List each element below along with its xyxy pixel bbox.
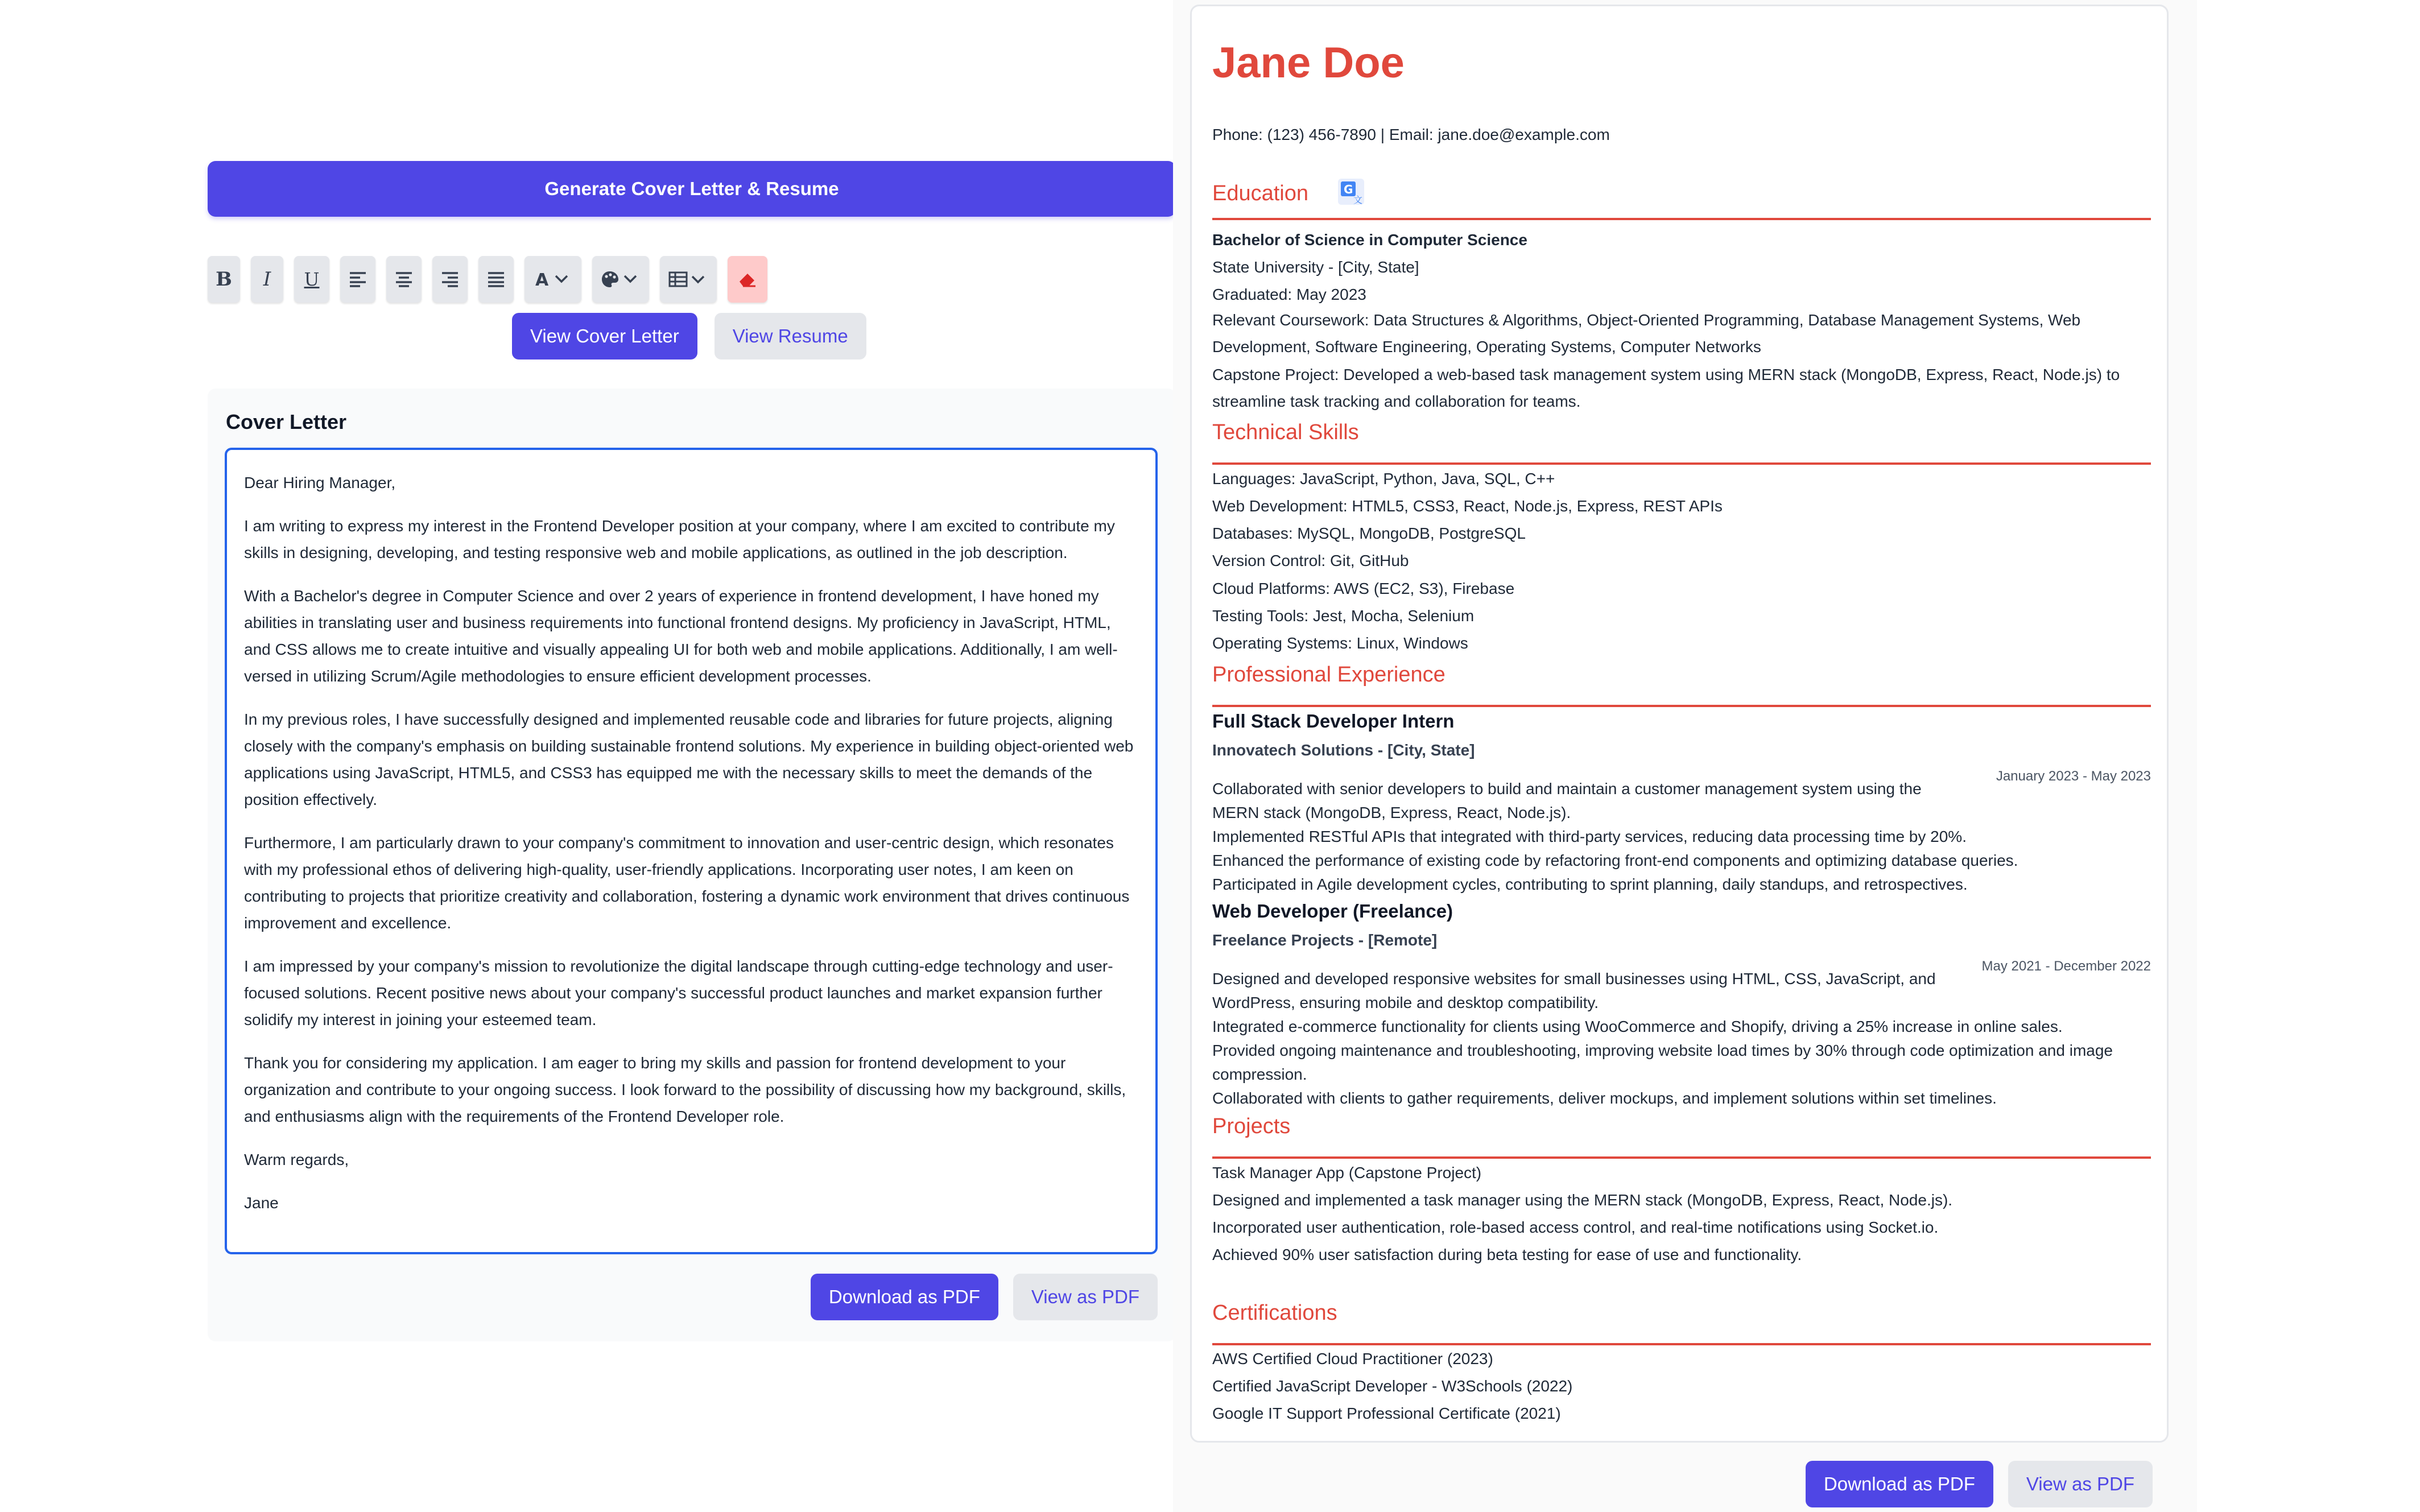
- align-right-button[interactable]: [432, 256, 468, 303]
- job-bullet: MERN stack (MongoDB, Express, React, Node.js).: [1212, 804, 1571, 821]
- project-item: Achieved 90% user satisfaction during beta testing for ease of use and functionality.: [1212, 1246, 1802, 1263]
- cover-letter-editor[interactable]: [225, 448, 1158, 1254]
- certification-item: Google IT Support Professional Certificate (2021): [1212, 1404, 1561, 1422]
- resume-card: [1190, 5, 2169, 1443]
- align-justify-icon: [487, 271, 505, 287]
- clear-format-button[interactable]: [728, 256, 767, 303]
- job-org: Innovatech Solutions - [City, State]: [1212, 741, 1475, 759]
- italic-button[interactable]: [251, 256, 283, 303]
- svg-text:G: G: [1344, 183, 1353, 196]
- table-icon: [668, 270, 708, 288]
- job-bullet: Implemented RESTful APIs that integrated with third-party services, reducing data processing time by 20%.: [1212, 828, 1967, 845]
- cover-letter-paragraph: Dear Hiring Manager,: [244, 474, 396, 491]
- education-capstone: Capstone Project: Developed a web-based task management system using MERN stack (MongoDB, Express, React, Node.js) to streamline task tracking and collaboration for teams.: [1212, 366, 2120, 410]
- view-tabs: [512, 313, 866, 360]
- underline-icon: U: [304, 268, 320, 290]
- project-item: Incorporated user authentication, role-based access control, and real-time notifications using Socket.io.: [1212, 1218, 1939, 1236]
- bold-icon: B: [216, 268, 232, 291]
- job-bullet: Integrated e-commerce functionality for clients using WooCommerce and Shopify, driving a 25% increase in online sales.: [1212, 1018, 2063, 1035]
- eraser-icon: [737, 270, 758, 288]
- align-center-button[interactable]: [386, 256, 422, 303]
- skill-item: Databases: MySQL, MongoDB, PostgreSQL: [1212, 524, 1526, 542]
- resume-view-pdf-button[interactable]: View as PDF: [2008, 1461, 2153, 1507]
- education-school: State University - [City, State]: [1212, 258, 1419, 276]
- cover-letter-card: [208, 389, 1176, 1341]
- cover-letter-paragraph: In my previous roles, I have successfully designed and implemented reusable code and libraries for future projects, aligning closely with the company's emphasis on building sustainable frontend solutions. My experience in building object-oriented web applications using JavaScript, HTML5, and CSS3 has equipped me with the necessary skills to meet the demands of the position effectively.: [244, 710, 1134, 808]
- skill-item: Languages: JavaScript, Python, Java, SQL, C++: [1212, 470, 1555, 488]
- job-dates: May 2021 - December 2022: [1981, 959, 2151, 974]
- education-heading: Education G 文: [1212, 172, 2151, 220]
- bold-button[interactable]: [208, 256, 240, 303]
- projects-heading: Projects: [1212, 1113, 2151, 1159]
- experience-heading: Professional Experience: [1212, 662, 2151, 707]
- education-graduated: Graduated: May 2023: [1212, 286, 1366, 303]
- editor-toolbar: [208, 256, 767, 303]
- cover-letter-closing: Warm regards,: [244, 1151, 349, 1168]
- cover-letter-paragraph: I am impressed by your company's mission to revolutionize the digital landscape through cutting-edge technology and user-focused solutions. Recent positive news about your company's successful product launches and market expansion further solidify my interest in joining your esteemed team.: [244, 957, 1113, 1028]
- cover-letter-download-pdf-button[interactable]: Download as PDF: [811, 1274, 998, 1320]
- font-size-dropdown[interactable]: [525, 256, 581, 303]
- job-bullet: Collaborated with clients to gather requirements, deliver mockups, and implement solutions within set timelines.: [1212, 1089, 1997, 1107]
- job-bullet: WordPress, ensuring mobile and desktop compatibility.: [1212, 994, 1599, 1011]
- cover-letter-view-pdf-button[interactable]: View as PDF: [1013, 1274, 1158, 1320]
- translate-icon[interactable]: [1336, 177, 1366, 206]
- align-left-icon: [349, 271, 367, 287]
- job-bullet: Designed and developed responsive websites for small businesses using HTML, CSS, JavaScript, and: [1212, 970, 1936, 988]
- table-dropdown[interactable]: [660, 256, 717, 303]
- align-right-icon: [441, 271, 459, 287]
- job-bullet: Participated in Agile development cycles, contributing to sprint planning, daily standups, and retrospectives.: [1212, 875, 1968, 893]
- skill-item: Version Control: Git, GitHub: [1212, 552, 1409, 569]
- job-bullet: Provided ongoing maintenance and troubleshooting, improving website load times by 30% through code optimization and image: [1212, 1042, 2113, 1059]
- generate-button[interactable]: Generate Cover Letter & Resume: [208, 161, 1176, 217]
- job-dates: January 2023 - May 2023: [1996, 769, 2151, 784]
- align-justify-button[interactable]: [478, 256, 514, 303]
- align-left-button[interactable]: [340, 256, 375, 303]
- certifications-heading: Certifications: [1212, 1300, 2151, 1345]
- education-coursework: Relevant Coursework: Data Structures & Algorithms, Object-Oriented Programming, Database Management Systems, Web Development, Software Engineering, Operating Systems, Computer Networks: [1212, 311, 2081, 356]
- text-color-dropdown[interactable]: [592, 256, 649, 303]
- resume-name: Jane Doe: [1212, 39, 1405, 87]
- skill-item: Testing Tools: Jest, Mocha, Selenium: [1212, 607, 1475, 625]
- svg-text:A: A: [535, 270, 549, 288]
- skill-item: Operating Systems: Linux, Windows: [1212, 634, 1468, 652]
- cover-letter-paragraph: Furthermore, I am particularly drawn to your company's commitment to innovation and user-centric design, which resonates with my professional ethos of delivering high-quality, user-friendly applications. Incorporating user notes, I am keen on contributing to projects that prioritize creativity and collaboration, fostering a dynamic work environment that drives continuous improvement and excellence.: [244, 834, 1130, 932]
- underline-button[interactable]: [294, 256, 329, 303]
- job-bullet: Enhanced the performance of existing code by refactoring front-end components and optimizing database queries.: [1212, 852, 2018, 869]
- job-org: Freelance Projects - [Remote]: [1212, 931, 1438, 949]
- education-degree: Bachelor of Science in Computer Science: [1212, 231, 1527, 249]
- cover-letter-paragraph: Thank you for considering my application. I am eager to bring my skills and passion for frontend development to your organization and contribute to your ongoing success. I look forward to the possibility of discussing how my background, skills, and enthusiasms align with the requirements of the Frontend Developer role.: [244, 1054, 1126, 1125]
- font-size-icon: [534, 270, 572, 288]
- svg-text:文: 文: [1353, 195, 1363, 205]
- cover-letter-title: Cover Letter: [226, 410, 347, 433]
- resume-actions: [1806, 1461, 2153, 1507]
- cover-letter-paragraph: With a Bachelor's degree in Computer Science and over 2 years of experience in frontend development, I have honed my abilities in translating user and business requirements into functional frontend designs. My proficiency in JavaScript, HTML, and CSS allows me to create intuitive and visually appealing UI for both web and mobile applications. Additionally, I am well-versed in utilizing Scrum/Agile methodologies to ensure efficient development processes.: [244, 587, 1118, 685]
- project-item: Task Manager App (Capstone Project): [1212, 1164, 1482, 1181]
- cover-letter-signature: Jane: [244, 1194, 279, 1212]
- job-title: Web Developer (Freelance): [1212, 900, 1453, 922]
- job-bullet: compression.: [1212, 1065, 1307, 1083]
- certification-item: Certified JavaScript Developer - W3Schools (2022): [1212, 1377, 1573, 1395]
- align-center-icon: [395, 271, 413, 287]
- certification-item: AWS Certified Cloud Practitioner (2023): [1212, 1350, 1493, 1368]
- italic-icon: I: [263, 268, 271, 291]
- palette-icon: [601, 270, 641, 289]
- cover-letter-actions: [811, 1274, 1158, 1320]
- cover-letter-paragraph: I am writing to express my interest in the Frontend Developer position at your company, where I am excited to contribute my skills in designing, developing, and testing responsive web and mobile applications, as outlined in the job description.: [244, 517, 1115, 561]
- resume-download-pdf-button[interactable]: Download as PDF: [1806, 1461, 1993, 1507]
- resume-contact: Phone: (123) 456-7890 | Email: jane.doe@example.com: [1212, 126, 1610, 143]
- job-title: Full Stack Developer Intern: [1212, 710, 1455, 732]
- tab-view-resume[interactable]: View Resume: [715, 313, 866, 360]
- project-item: Designed and implemented a task manager using the MERN stack (MongoDB, Express, React, Node.js).: [1212, 1191, 1953, 1209]
- job-bullet: Collaborated with senior developers to build and maintain a customer management system using the: [1212, 780, 1922, 798]
- tab-view-cover-letter[interactable]: View Cover Letter: [512, 313, 697, 360]
- skill-item: Web Development: HTML5, CSS3, React, Node.js, Express, REST APIs: [1212, 497, 1723, 515]
- skills-heading: Technical Skills: [1212, 419, 2151, 465]
- skill-item: Cloud Platforms: AWS (EC2, S3), Firebase: [1212, 580, 1515, 597]
